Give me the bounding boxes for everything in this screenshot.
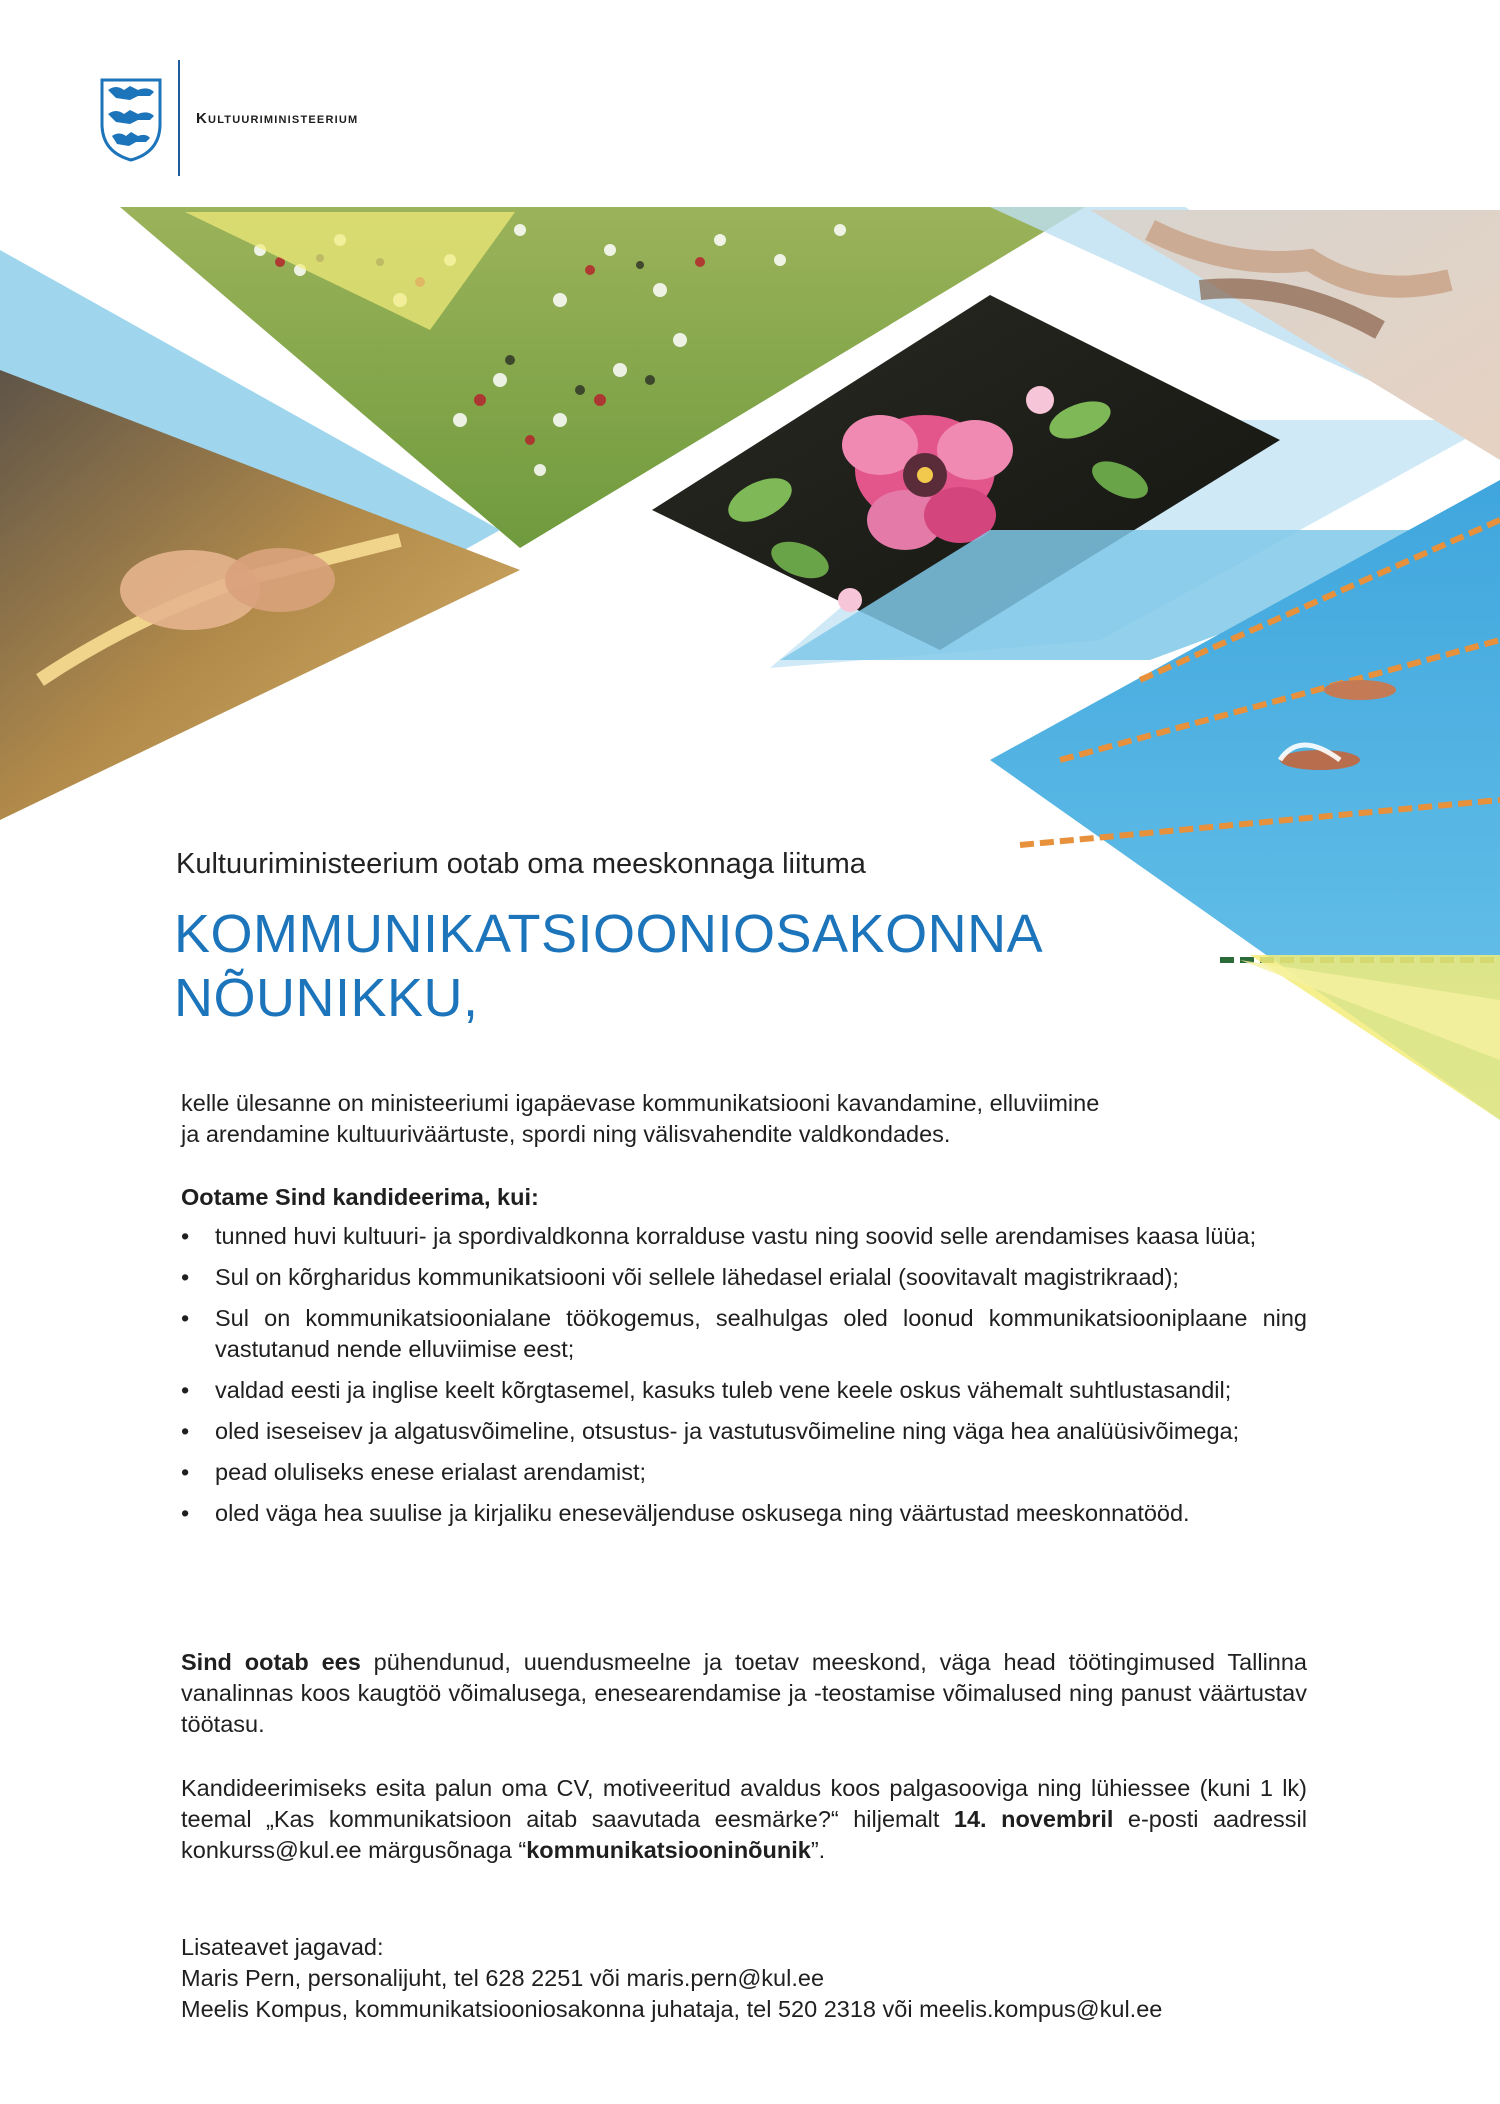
apply-text-1: Kandideerimiseks esita palun oma CV, motiveeritud avaldus koos palgasooviga ning lühiessee (kuni 1 lk) teemal „Kas kommunikatsioon aitab saavutada eesmärke?“ hiljemalt <box>181 1775 1307 1832</box>
requirement-item: • pead oluliseks enese erialast arendamist; <box>181 1457 1307 1488</box>
intro-text: Kultuuriministeerium ootab oma meeskonnaga liituma <box>176 848 866 880</box>
requirements-list <box>181 1221 1307 1539</box>
job-title-line-1: KOMMUNIKATSIOONIOSAKONNA <box>174 904 1044 964</box>
offer-text: pühendunud, uuendusmeelne ja toetav meeskond, väga head töötingimused Tallinna vanalinnas koos kaugtöö võimalusega, enesearendamise ja -teostamise võimalused ning panust väärtustav töötasu. <box>181 1649 1308 1737</box>
apply-deadline: 14. novembril <box>953 1806 1114 1832</box>
apply-text-2: e-posti aadressil konkurss@kul.ee märgusõnaga “ <box>181 1806 1307 1863</box>
apply-text-3: ”. <box>810 1837 826 1863</box>
job-title-heading <box>174 902 1174 1030</box>
contact-maris-pern: Maris Pern, personalijuht, tel 628 2251 või maris.pern@kul.ee <box>181 1965 825 1991</box>
offer-lead: Sind ootab ees <box>181 1649 361 1675</box>
ministry-name: Kultuuriministeerium <box>196 110 359 127</box>
requirement-item: • oled väga hea suulise ja kirjaliku eneseväljenduse oskusega ning väärtustad meeskonnatööd. <box>181 1498 1307 1529</box>
description-line-2: ja arendamine kultuuriväärtuste, spordi ning välisvahendite valdkondades. <box>181 1121 951 1147</box>
requirement-item: • Sul on kõrgharidus kommunikatsiooni või sellele lähedasel erialal (soovitavalt magistrikraad); <box>181 1262 1307 1293</box>
requirement-item: • Sul on kommunikatsioonialane töökogemus, sealhulgas oled loonud kommunikatsiooniplaane ning vastutanud nende elluviimise eest; <box>181 1303 1307 1365</box>
job-title-line-2: NÕUNIKKU, <box>174 968 479 1028</box>
apply-keyword: kommunikatsiooninõunik <box>526 1837 811 1863</box>
contacts-title: Lisateavet jagavad: <box>181 1934 384 1960</box>
requirement-item: • tunned huvi kultuuri- ja spordivaldkonna korralduse vastu ning soovid selle arendamises kaasa lüüa; <box>181 1221 1307 1252</box>
contact-meelis-kompus: Meelis Kompus, kommunikatsiooniosakonna juhataja, tel 520 2318 või meelis.kompus@kul.ee <box>181 1996 1163 2022</box>
offer-paragraph <box>181 1647 1307 1740</box>
description-line-1: kelle ülesanne on ministeeriumi igapäevase kommunikatsiooni kavandamine, elluviimine <box>181 1090 1100 1116</box>
requirements-title: Ootame Sind kandideerima, kui: <box>181 1184 539 1210</box>
requirement-item: • oled iseseisev ja algatusvõimeline, otsustus- ja vastutusvõimeline ning väga hea analüüsivõimega; <box>181 1416 1307 1447</box>
job-description <box>181 1088 1307 1150</box>
contacts-block <box>181 1932 1307 2025</box>
requirement-item: • valdad eesti ja inglise keelt kõrgtasemel, kasuks tuleb vene keele oskus vähemalt suhtlustasandil; <box>181 1375 1307 1406</box>
application-paragraph <box>181 1773 1307 1866</box>
